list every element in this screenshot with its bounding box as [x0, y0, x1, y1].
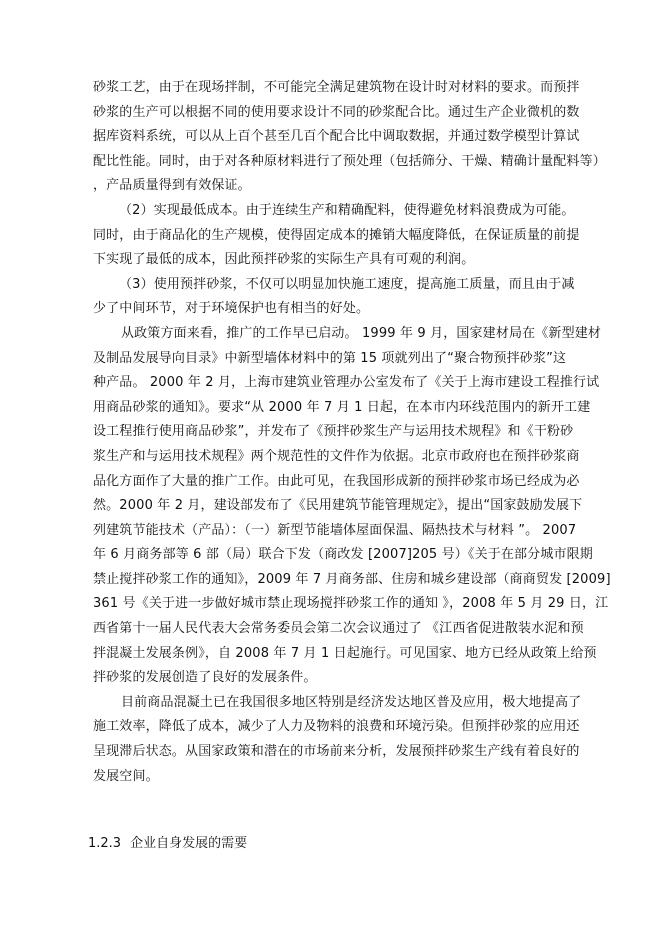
text-line: 品化方面作了大量的推广工作。由此可见，在我国形成新的预拌砂浆市场已经成为必 [93, 473, 580, 489]
section-title: 企业自身发展的需要 [130, 836, 248, 851]
text-line: 砂浆的生产可以根据不同的使用要求设计不同的砂浆配合比。通过生产企业微机的数 [93, 104, 580, 120]
text-line: 施工效率，降低了成本，减少了人力及物料的浪费和环境污染。但预拌砂浆的应用还 [93, 719, 580, 735]
text-line: 用商品砂浆的通知》。要求“从 2000 年 7 月 1 日起，在本市内环线范围内的新开工建 [93, 399, 591, 415]
text-line: 设工程推行使用商品砂浆”，并发布了《预拌砂浆生产与运用技术规程》和《干粉砂 [93, 424, 574, 440]
section-heading [88, 832, 247, 856]
text-line: 西省第十一届人民代表大会常务委员会第二次会议通过了 《江西省促进散装水泥和预 [93, 621, 584, 637]
text-line: 砂浆工艺，由于在现场拌制，不可能完全满足建筑物在设计时对材料的要求。而预拌 [93, 80, 580, 95]
text-line: 配比性能。同时，由于对各种原材料进行了预处理（包括筛分、干燥、精确计量配料等） [93, 153, 606, 169]
text-line: 禁止搅拌砂浆工作的通知》，2009 年 7 月商务部、住房和城乡建设部（商商贸发 [2009] [93, 571, 611, 587]
text-line: 目前商品混凝土已在我国很多地区特别是经济发达地区普及应用，极大地提高了 [121, 694, 582, 710]
text-line: （3）使用预拌砂浆，不仅可以明显加快施工速度，提高施工质量，而且由于减 [119, 276, 575, 292]
text-line: 浆生产和与运用技术规程》两个规范性的文件作为依据。北京市政府也在预拌砂浆商 [93, 448, 580, 464]
text-line: 下实现了最低的成本，因此预拌砂浆的实际生产具有可观的利润。 [93, 252, 475, 268]
text-line: 从政策方面来看，推广的工作早已启动。 1999 年 9 月，国家建材局在《新型建材 [121, 325, 602, 341]
text-line: 据库资料系统，可以从上百个甚至几百个配合比中调取数据，并通过数学模型计算试 [93, 129, 580, 145]
text-line: 种产品。 2000 年 2 月，上海市建筑业管理办公室发布了《关于上海市建设工程推行试 [93, 375, 600, 391]
text-line: 361 号《关于进一步做好城市禁止现场搅拌砂浆工作的通知 》，2008 年 5 月 29 日，江 [93, 596, 609, 612]
text-line: 拌砂浆的发展创造了良好的发展条件。 [93, 670, 317, 686]
section-number: 1.2.3 [88, 836, 122, 851]
text-line: （2）实现最低成本。由于连续生产和精确配料，使得避免材料浪费成为可能。 [119, 202, 575, 218]
text-line: 发展空间。 [93, 768, 159, 784]
text-line: 呈现滞后状态。从国家政策和潜在的市场前来分析，发展预拌砂浆生产线有着良好的 [93, 744, 580, 760]
text-line: 同时，由于商品化的生产规模，使得固定成本的摊销大幅度降低，在保证质量的前提 [93, 227, 580, 243]
text-line: 及制品发展导向目录》中新型墙体材料中的第 15 项就列出了“聚合物预拌砂浆”这 [93, 350, 567, 366]
text-line: 拌混凝土发展条例》，自 2008 年 7 月 1 日起施行。可见国家、地方已经从政策上给预 [93, 645, 597, 661]
text-line: 然。2000 年 2 月，建设部发布了《民用建筑节能管理规定》，提出“国家鼓励发展下 [93, 498, 583, 514]
body-text [93, 76, 623, 789]
text-line: 少了中间环节，对于环境保护也有相当的好处。 [93, 301, 370, 317]
text-line: 列建筑节能技术（产品）：（一）新型节能墙体屋面保温、隔热技术与材料 ”。 2007 [93, 522, 577, 538]
text-line: 年 6 月商务部等 6 部（局）联合下发（商改发 [2007]205 号）《关于在部分城市限期 [93, 547, 593, 563]
text-line: ，产品质量得到有效保证。 [93, 178, 251, 194]
